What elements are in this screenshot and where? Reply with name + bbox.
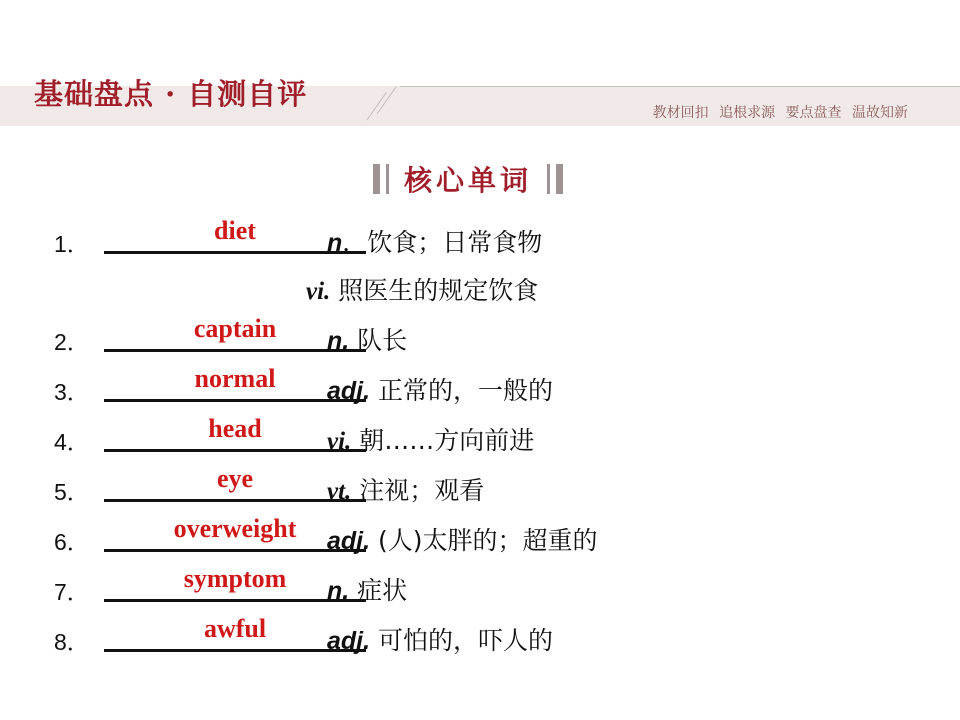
item-definition [327,571,407,607]
part-of-speech: vi. [306,278,331,305]
left-bar-icon [373,164,380,194]
part-of-speech: n [327,229,343,257]
item-number: 1． [54,231,90,257]
section-title: 核心单词 [404,164,533,197]
part-of-speech: adj. [327,527,371,555]
page-subtitle: 教材回扣 追根求源 要点盘查 温故知新 [652,105,908,121]
part-of-speech: n. [327,577,350,605]
item-number: 2． [54,329,90,355]
item-answer: awful [203,614,267,643]
left-thin-bar-icon [386,164,389,194]
item-definition [327,371,553,407]
section-heading [370,158,566,200]
vocab-item-7 [54,566,914,606]
vocab-item-4 [54,416,914,456]
item-number: 8． [54,629,90,655]
vocab-item-1 [54,218,914,258]
vocab-item-2 [54,316,914,356]
meaning: 照医生的规定饮食 [330,276,539,305]
meaning: 症状 [349,576,408,605]
item-definition [327,421,534,457]
item-definition [306,271,538,307]
item-answer: eye [216,464,254,493]
item-answer: diet [214,216,256,245]
vocab-item-5 [54,466,914,506]
item-number: 5． [54,479,90,505]
item-definition [327,521,598,557]
vocab-item-6 [54,516,914,556]
item-answer: normal [194,364,276,393]
part-of-speech: adj. [327,627,371,655]
item-definition [327,471,484,507]
part-of-speech: adj. [327,377,371,405]
item-answer: head [208,414,262,443]
part-of-speech: vt. [327,478,352,505]
item-answer: overweight [173,514,297,543]
item-definition [327,321,407,357]
banner-top-rule [400,86,960,87]
meaning: ．饮食；日常食物 [342,228,543,257]
right-bar-icon [556,164,563,194]
vocab-item-3 [54,366,914,406]
vocab-item-8 [54,616,914,656]
meaning: 队长 [349,326,408,355]
meaning: 可怕的，吓人的 [370,626,554,655]
item-answer: symptom [183,564,287,593]
page-title: 基础盘点 · 自测自评 [34,77,308,111]
item-number: 7． [54,579,90,605]
item-number: 4． [54,429,90,455]
meaning: 正常的，一般的 [370,376,554,405]
item-definition [327,223,542,259]
item-number: 3． [54,379,90,405]
vocab-item-1-extra [54,266,914,306]
item-number: 6． [54,529,90,555]
part-of-speech: vi. [327,428,352,455]
item-answer: captain [193,314,277,343]
part-of-speech: n. [327,327,350,355]
meaning: 注视；观看 [351,476,485,505]
meaning: 朝……方向前进 [351,426,535,455]
meaning: (人)太胖的；超重的 [370,526,598,555]
item-definition [327,621,553,657]
right-thin-bar-icon [547,164,550,194]
